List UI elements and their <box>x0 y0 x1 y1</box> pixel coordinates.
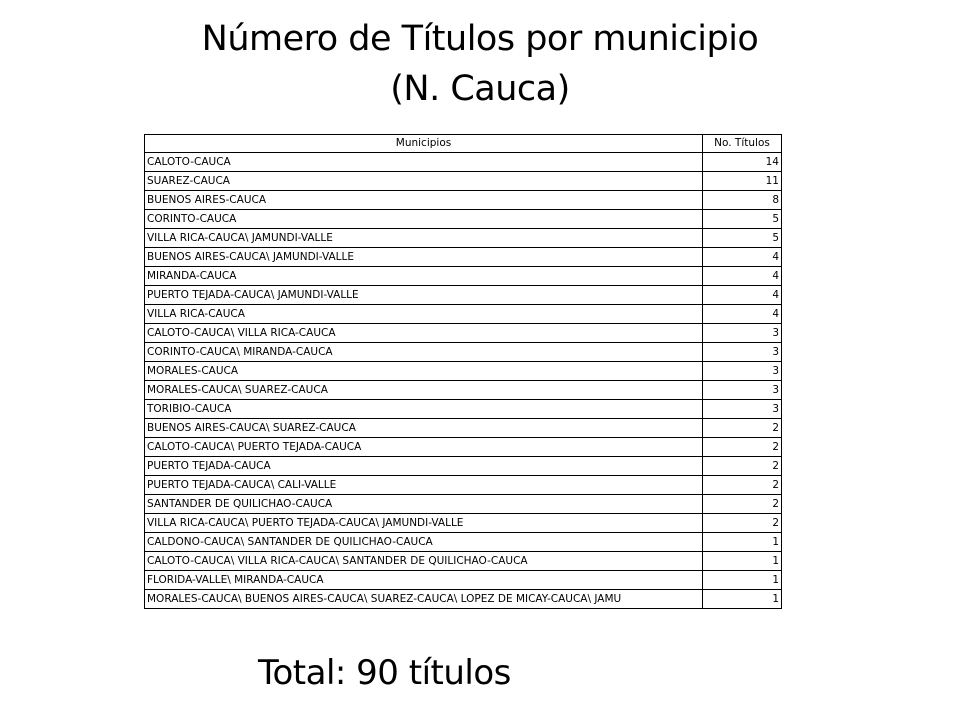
table-row <box>145 324 782 343</box>
municipio-cell: SUAREZ-CAUCA <box>145 172 703 191</box>
titulos-count-cell: 5 <box>703 229 782 248</box>
titulos-count-cell: 4 <box>703 305 782 324</box>
table-row <box>145 286 782 305</box>
table-row <box>145 552 782 571</box>
table-row <box>145 533 782 552</box>
municipio-cell: VILLA RICA-CAUCA\ PUERTO TEJADA-CAUCA\ JAMUNDI-VALLE <box>145 514 703 533</box>
municipio-cell: VILLA RICA-CAUCA <box>145 305 703 324</box>
municipio-cell: CALOTO-CAUCA\ VILLA RICA-CAUCA\ SANTANDER DE QUILICHAO-CAUCA <box>145 552 703 571</box>
titulos-count-cell: 2 <box>703 457 782 476</box>
titulos-count-cell: 2 <box>703 514 782 533</box>
municipio-cell: SANTANDER DE QUILICHAO-CAUCA <box>145 495 703 514</box>
municipio-cell: PUERTO TEJADA-CAUCA <box>145 457 703 476</box>
municipio-cell: PUERTO TEJADA-CAUCA\ CALI-VALLE <box>145 476 703 495</box>
titulos-count-cell: 14 <box>703 153 782 172</box>
table-row <box>145 210 782 229</box>
table-header-row <box>145 135 782 153</box>
total-label: Total: 90 títulos <box>258 653 511 693</box>
titulos-count-cell: 3 <box>703 362 782 381</box>
titulos-count-cell: 3 <box>703 400 782 419</box>
table-row <box>145 191 782 210</box>
table-row <box>145 438 782 457</box>
titulos-count-cell: 2 <box>703 438 782 457</box>
titulos-count-cell: 3 <box>703 324 782 343</box>
municipio-cell: TORIBIO-CAUCA <box>145 400 703 419</box>
table-row <box>145 514 782 533</box>
titulos-count-cell: 8 <box>703 191 782 210</box>
titles-table-container <box>144 134 781 609</box>
table-row <box>145 495 782 514</box>
titulos-count-cell: 1 <box>703 590 782 609</box>
titulos-count-cell: 4 <box>703 248 782 267</box>
municipio-cell: CORINTO-CAUCA\ MIRANDA-CAUCA <box>145 343 703 362</box>
titulos-count-cell: 2 <box>703 495 782 514</box>
titulos-count-cell: 4 <box>703 267 782 286</box>
table-row <box>145 381 782 400</box>
table-row <box>145 419 782 438</box>
municipio-cell: MIRANDA-CAUCA <box>145 267 703 286</box>
titulos-count-cell: 1 <box>703 571 782 590</box>
titulos-count-cell: 3 <box>703 381 782 400</box>
municipio-cell: CORINTO-CAUCA <box>145 210 703 229</box>
municipio-cell: MORALES-CAUCA\ BUENOS AIRES-CAUCA\ SUAREZ-CAUCA\ LOPEZ DE MICAY-CAUCA\ JAMU <box>145 590 703 609</box>
table-row <box>145 457 782 476</box>
table-row <box>145 590 782 609</box>
slide-title-line-1: Número de Títulos por municipio <box>201 19 759 59</box>
header-municipios: Municipios <box>145 135 703 153</box>
titulos-count-cell: 1 <box>703 533 782 552</box>
municipio-cell: MORALES-CAUCA\ SUAREZ-CAUCA <box>145 381 703 400</box>
municipio-cell: CALDONO-CAUCA\ SANTANDER DE QUILICHAO-CAUCA <box>145 533 703 552</box>
titulos-count-cell: 2 <box>703 476 782 495</box>
table-row <box>145 267 782 286</box>
table-row <box>145 400 782 419</box>
table-row <box>145 153 782 172</box>
table-row <box>145 476 782 495</box>
titles-table <box>144 134 782 609</box>
titulos-count-cell: 5 <box>703 210 782 229</box>
table-row <box>145 229 782 248</box>
municipio-cell: CALOTO-CAUCA\ PUERTO TEJADA-CAUCA <box>145 438 703 457</box>
titulos-count-cell: 11 <box>703 172 782 191</box>
municipio-cell: CALOTO-CAUCA <box>145 153 703 172</box>
titulos-count-cell: 1 <box>703 552 782 571</box>
municipio-cell: BUENOS AIRES-CAUCA\ SUAREZ-CAUCA <box>145 419 703 438</box>
slide-title <box>0 14 960 114</box>
table-body <box>145 153 782 609</box>
table-row <box>145 362 782 381</box>
municipio-cell: VILLA RICA-CAUCA\ JAMUNDI-VALLE <box>145 229 703 248</box>
titulos-count-cell: 2 <box>703 419 782 438</box>
table-row <box>145 571 782 590</box>
municipio-cell: BUENOS AIRES-CAUCA\ JAMUNDI-VALLE <box>145 248 703 267</box>
table-row <box>145 172 782 191</box>
titulos-count-cell: 3 <box>703 343 782 362</box>
municipio-cell: CALOTO-CAUCA\ VILLA RICA-CAUCA <box>145 324 703 343</box>
municipio-cell: PUERTO TEJADA-CAUCA\ JAMUNDI-VALLE <box>145 286 703 305</box>
table-row <box>145 305 782 324</box>
header-no-titulos: No. Títulos <box>703 135 782 153</box>
municipio-cell: BUENOS AIRES-CAUCA <box>145 191 703 210</box>
municipio-cell: FLORIDA-VALLE\ MIRANDA-CAUCA <box>145 571 703 590</box>
municipio-cell: MORALES-CAUCA <box>145 362 703 381</box>
titulos-count-cell: 4 <box>703 286 782 305</box>
table-row <box>145 248 782 267</box>
table-row <box>145 343 782 362</box>
slide-title-line-2: (N. Cauca) <box>390 69 570 109</box>
